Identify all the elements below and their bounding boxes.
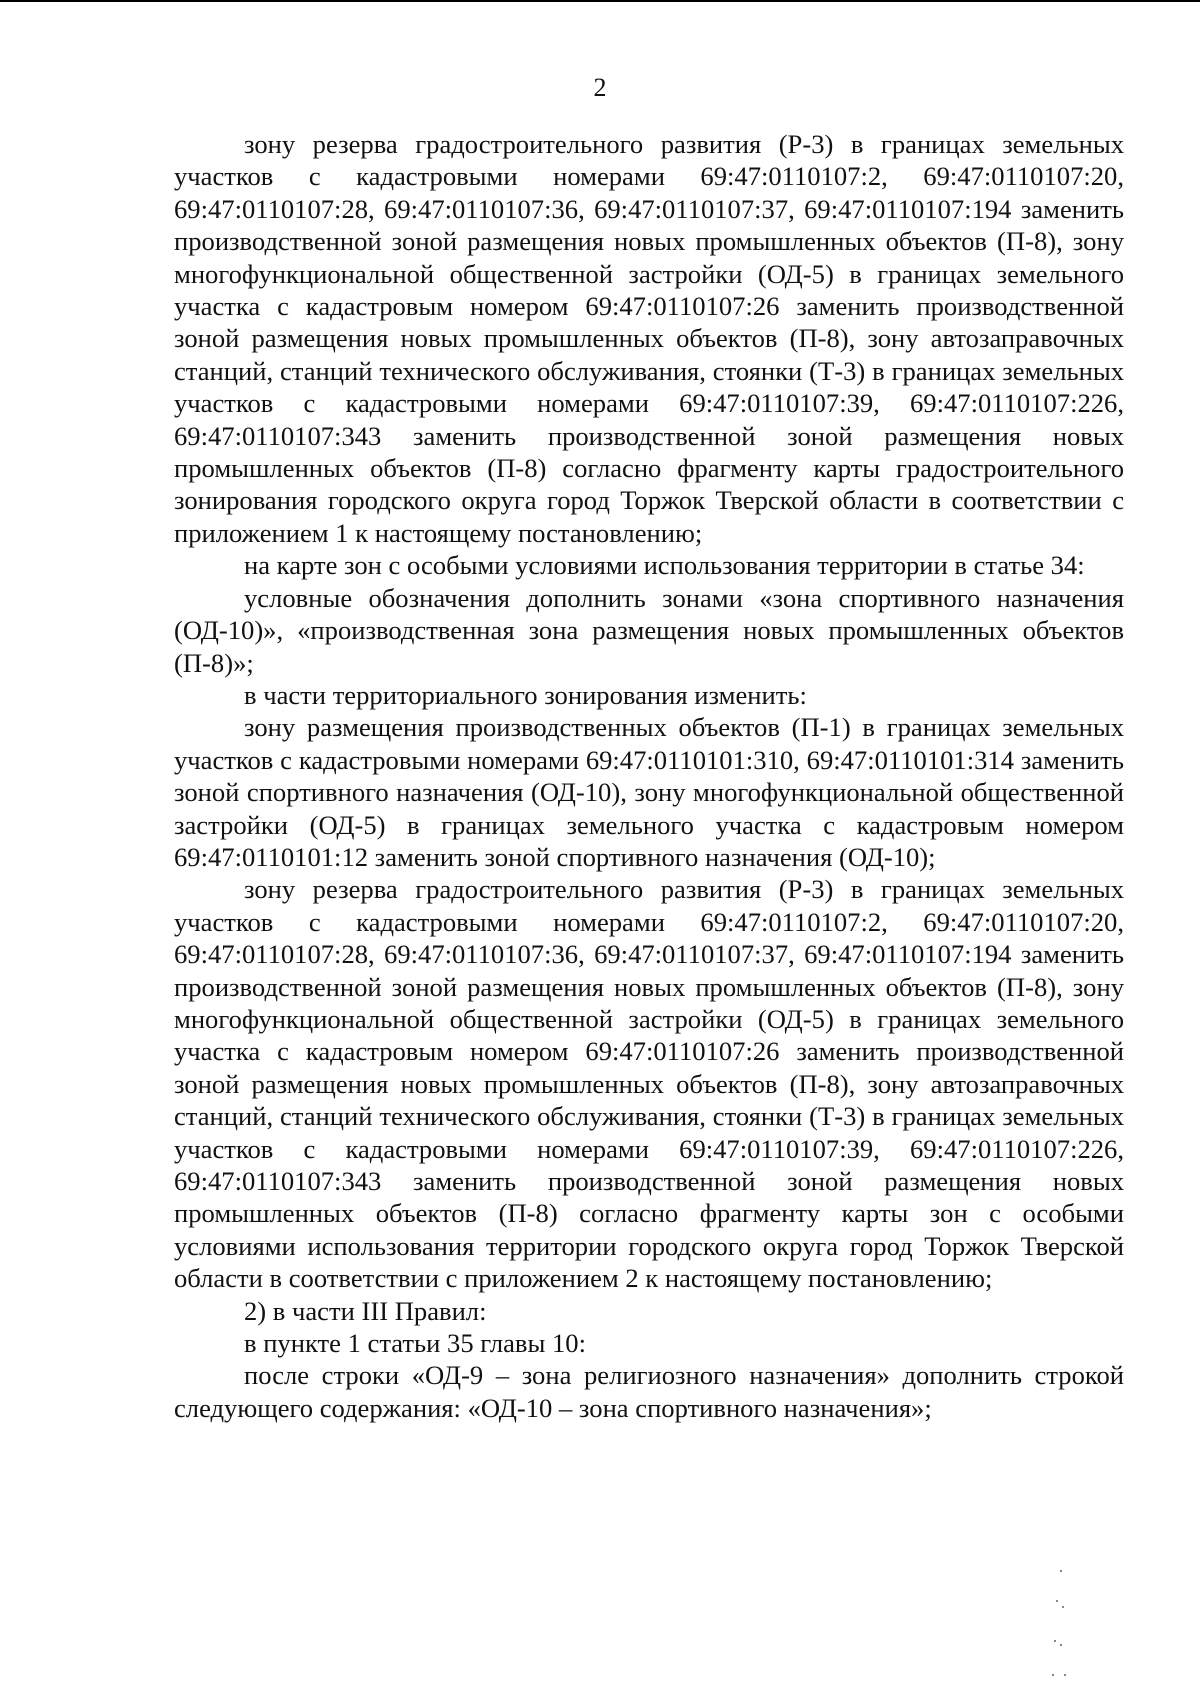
paragraph-part-three: 2) в части III Правил: xyxy=(244,1295,487,1326)
paragraph-legend-additions: условные обозначения дополнить зонами «зона спортивного назначения (ОД-10)», «производственная зона размещения новых промышленных объектов (П-8)»; xyxy=(174,582,1124,678)
paragraph-p1-replacement: зону размещения производственных объектов (П-1) в границах земельных участков с кадастровыми номерами 69:47:0110101:310, 69:47:0110101:314 заменить зоной спортивного назначения (ОД-10), зону многофункциональной общественной застройки (ОД-5) в границах земельного участка с кадастровым номером 69:47:0110101:12 заменить зоной спортивного назначения (ОД-10); xyxy=(174,712,1124,872)
document-body xyxy=(174,128,1124,1424)
scan-artifact xyxy=(1050,1570,1070,1680)
scan-border xyxy=(0,0,1200,2)
paragraph-r3-replacement: зону резерва градостроительного развития (Р-3) в границах земельных участков с кадастровыми номерами 69:47:0110107:2, 69:47:0110107:20, 69:47:0110107:28, 69:47:0110107:36, 69:47:0110107:37, 69:47:0110107:194 заменить производственной зоной размещения новых промышленных объектов (П-8), зону многофункциональной общественной застройки (ОД-5) в границах земельного участка с кадастровым номером 69:47:0110107:26 заменить производственной зоной размещения новых промышленных объектов (П-8), зону автозаправочных станций, станций технического обслуживания, стоянки (Т-3) в границах земельных участков с кадастровыми номерами 69:47:0110107:39, 69:47:0110107:226, 69:47:0110107:343 заменить производственной зоной размещения новых промышленных объектов (П-8) согласно фрагменту карты зон с особыми условиями использования территории городского округа город Торжок Тверской области в соответствии с приложением 2 к настоящему постановлению; xyxy=(174,874,1124,1294)
paragraph-territorial-zoning-heading: в части территориального зонирования изменить: xyxy=(244,679,807,710)
paragraph-special-conditions-map: на карте зон с особыми условиями использования территории в статье 34: xyxy=(244,550,1085,581)
paragraph-od10-addition: после строки «ОД-9 – зона религиозного назначения» дополнить строкой следующего содержания: «ОД-10 – зона спортивного назначения»; xyxy=(174,1360,1124,1423)
paragraph-zoning-map-changes: зону резерва градостроительного развития (Р-3) в границах земельных участков с кадастровыми номерами 69:47:0110107:2, 69:47:0110107:20, 69:47:0110107:28, 69:47:0110107:36, 69:47:0110107:37, 69:47:0110107:194 заменить производственной зоной размещения новых промышленных объектов (П-8), зону многофункциональной общественной застройки (ОД-5) в границах земельного участка с кадастровым номером 69:47:0110107:26 заменить производственной зоной размещения новых промышленных объектов (П-8), зону автозаправочных станций, станций технического обслуживания, стоянки (Т-3) в границах земельных участков с кадастровыми номерами 69:47:0110107:39, 69:47:0110107:226, 69:47:0110107:343 заменить производственной зоной размещения новых промышленных объектов (П-8) согласно фрагменту карты градостроительного зонирования городского округа город Торжок Тверской области в соответствии с приложением 1 к настоящему постановлению; xyxy=(174,129,1124,548)
paragraph-article-35: в пункте 1 статьи 35 главы 10: xyxy=(244,1328,586,1359)
page-number: 2 xyxy=(593,73,607,102)
